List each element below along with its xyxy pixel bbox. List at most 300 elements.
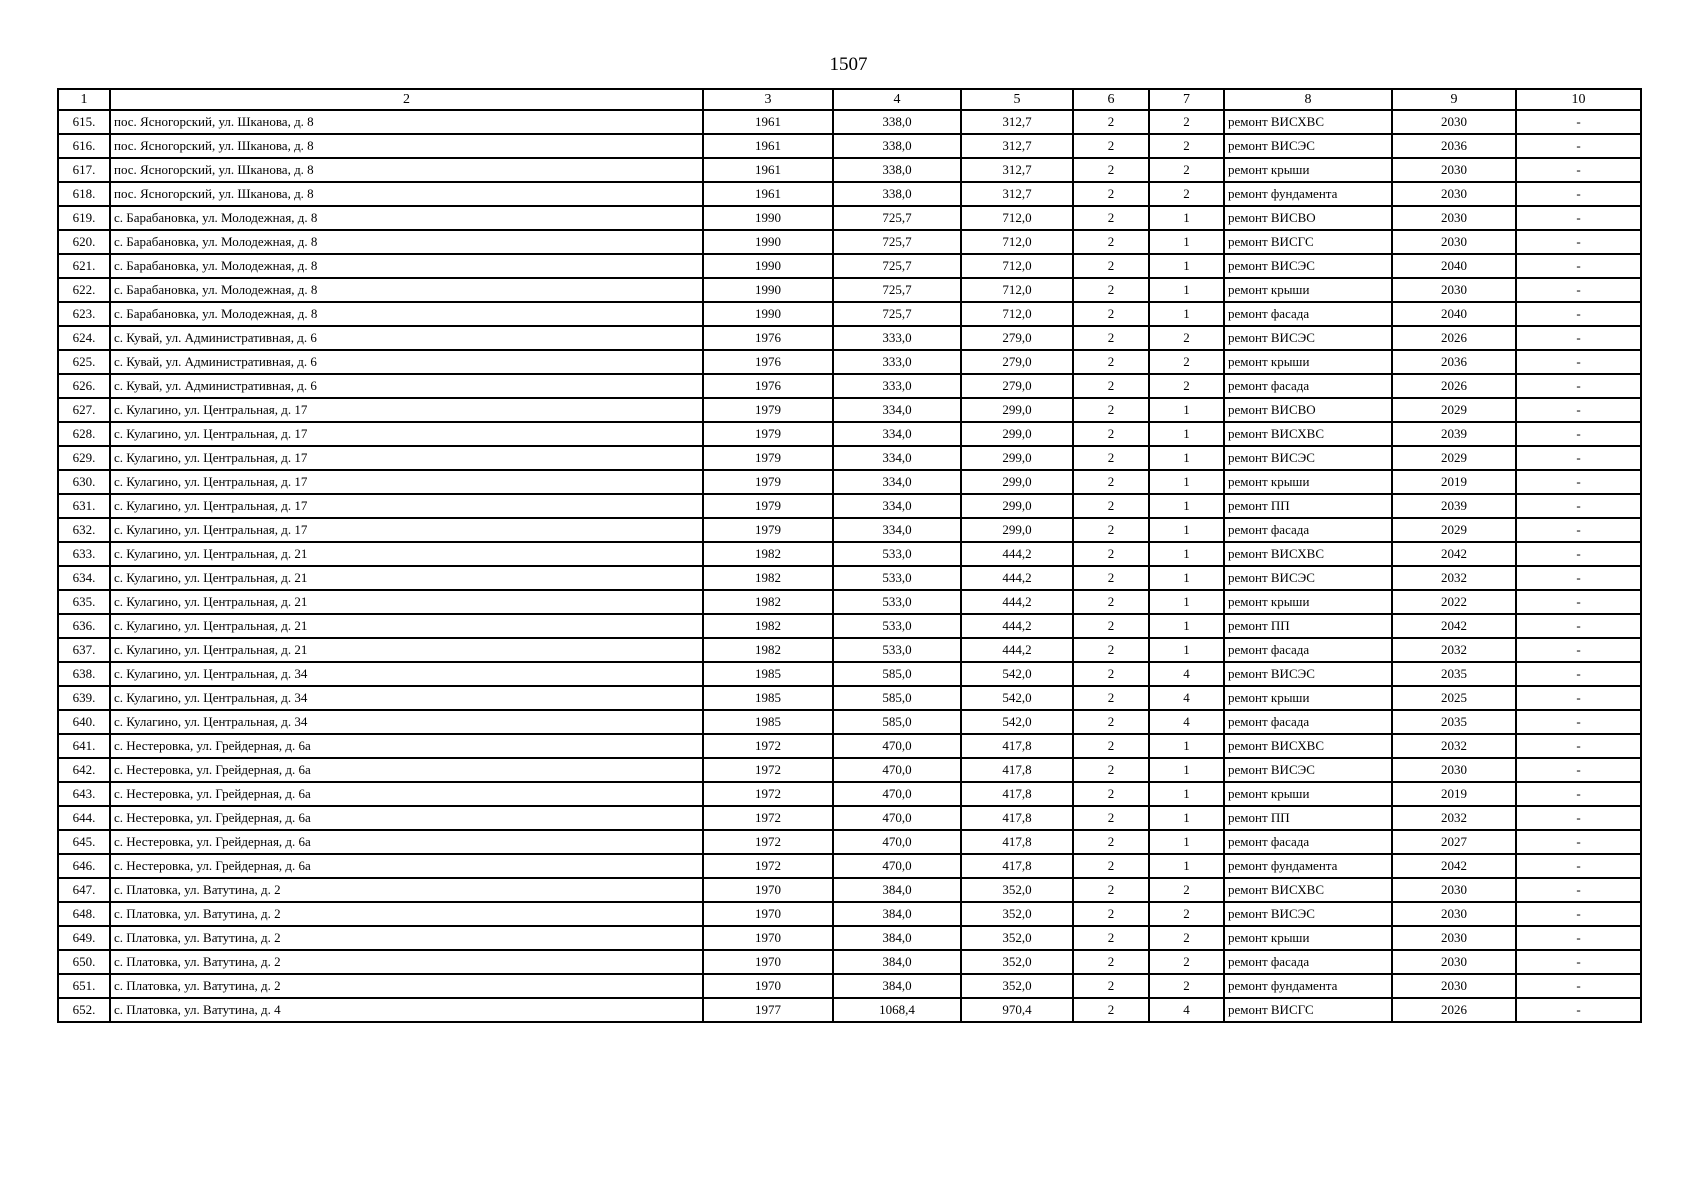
col6-cell: 2 bbox=[1073, 806, 1149, 830]
living-area-cell: 712,0 bbox=[961, 254, 1073, 278]
col10-cell: - bbox=[1516, 374, 1641, 398]
year-cell: 1961 bbox=[703, 110, 833, 134]
planned-year-cell: 2026 bbox=[1392, 326, 1516, 350]
table-row bbox=[58, 350, 1641, 374]
year-cell: 1972 bbox=[703, 806, 833, 830]
table-row bbox=[58, 230, 1641, 254]
year-cell: 1970 bbox=[703, 926, 833, 950]
year-cell: 1979 bbox=[703, 494, 833, 518]
total-area-cell: 470,0 bbox=[833, 830, 961, 854]
col6-cell: 2 bbox=[1073, 110, 1149, 134]
work-type-cell: ремонт ВИСГС bbox=[1224, 998, 1392, 1022]
col7-cell: 1 bbox=[1149, 542, 1224, 566]
living-area-cell: 299,0 bbox=[961, 470, 1073, 494]
year-cell: 1982 bbox=[703, 590, 833, 614]
total-area-cell: 585,0 bbox=[833, 686, 961, 710]
total-area-cell: 334,0 bbox=[833, 470, 961, 494]
col10-cell: - bbox=[1516, 638, 1641, 662]
row-number-cell: 620. bbox=[58, 230, 110, 254]
col10-cell: - bbox=[1516, 974, 1641, 998]
col10-cell: - bbox=[1516, 926, 1641, 950]
work-type-cell: ремонт крыши bbox=[1224, 470, 1392, 494]
col7-cell: 1 bbox=[1149, 398, 1224, 422]
planned-year-cell: 2032 bbox=[1392, 806, 1516, 830]
address-cell: пос. Ясногорский, ул. Шканова, д. 8 bbox=[110, 110, 703, 134]
col7-cell: 1 bbox=[1149, 422, 1224, 446]
year-cell: 1979 bbox=[703, 422, 833, 446]
total-area-cell: 470,0 bbox=[833, 854, 961, 878]
planned-year-cell: 2026 bbox=[1392, 374, 1516, 398]
col7-cell: 4 bbox=[1149, 686, 1224, 710]
address-cell: пос. Ясногорский, ул. Шканова, д. 8 bbox=[110, 158, 703, 182]
planned-year-cell: 2027 bbox=[1392, 830, 1516, 854]
total-area-cell: 334,0 bbox=[833, 398, 961, 422]
address-cell: с. Платовка, ул. Ватутина, д. 2 bbox=[110, 950, 703, 974]
col6-cell: 2 bbox=[1073, 782, 1149, 806]
work-type-cell: ремонт ВИСХВС bbox=[1224, 422, 1392, 446]
column-header-10: 10 bbox=[1516, 89, 1641, 110]
row-number-cell: 642. bbox=[58, 758, 110, 782]
living-area-cell: 299,0 bbox=[961, 446, 1073, 470]
col7-cell: 1 bbox=[1149, 278, 1224, 302]
work-type-cell: ремонт ВИСЭС bbox=[1224, 566, 1392, 590]
year-cell: 1982 bbox=[703, 542, 833, 566]
address-cell: с. Кулагино, ул. Центральная, д. 17 bbox=[110, 494, 703, 518]
col7-cell: 2 bbox=[1149, 926, 1224, 950]
living-area-cell: 542,0 bbox=[961, 710, 1073, 734]
table-row bbox=[58, 470, 1641, 494]
total-area-cell: 334,0 bbox=[833, 494, 961, 518]
work-type-cell: ремонт ВИСЭС bbox=[1224, 254, 1392, 278]
col10-cell: - bbox=[1516, 566, 1641, 590]
total-area-cell: 338,0 bbox=[833, 134, 961, 158]
year-cell: 1972 bbox=[703, 782, 833, 806]
table-row bbox=[58, 854, 1641, 878]
col7-cell: 4 bbox=[1149, 710, 1224, 734]
living-area-cell: 312,7 bbox=[961, 158, 1073, 182]
work-type-cell: ремонт крыши bbox=[1224, 158, 1392, 182]
row-number-cell: 652. bbox=[58, 998, 110, 1022]
table-row bbox=[58, 950, 1641, 974]
table-row bbox=[58, 662, 1641, 686]
year-cell: 1970 bbox=[703, 974, 833, 998]
col6-cell: 2 bbox=[1073, 638, 1149, 662]
row-number-cell: 640. bbox=[58, 710, 110, 734]
col7-cell: 1 bbox=[1149, 494, 1224, 518]
table-row bbox=[58, 830, 1641, 854]
total-area-cell: 533,0 bbox=[833, 566, 961, 590]
address-cell: с. Нестеровка, ул. Грейдерная, д. 6а bbox=[110, 782, 703, 806]
col6-cell: 2 bbox=[1073, 518, 1149, 542]
table-row bbox=[58, 398, 1641, 422]
living-area-cell: 312,7 bbox=[961, 182, 1073, 206]
col6-cell: 2 bbox=[1073, 158, 1149, 182]
total-area-cell: 334,0 bbox=[833, 422, 961, 446]
row-number-cell: 629. bbox=[58, 446, 110, 470]
planned-year-cell: 2035 bbox=[1392, 710, 1516, 734]
planned-year-cell: 2029 bbox=[1392, 446, 1516, 470]
table-row bbox=[58, 590, 1641, 614]
living-area-cell: 279,0 bbox=[961, 326, 1073, 350]
planned-year-cell: 2019 bbox=[1392, 470, 1516, 494]
total-area-cell: 338,0 bbox=[833, 182, 961, 206]
col7-cell: 1 bbox=[1149, 830, 1224, 854]
col7-cell: 2 bbox=[1149, 350, 1224, 374]
table-row bbox=[58, 758, 1641, 782]
living-area-cell: 444,2 bbox=[961, 542, 1073, 566]
col10-cell: - bbox=[1516, 854, 1641, 878]
living-area-cell: 312,7 bbox=[961, 110, 1073, 134]
living-area-cell: 312,7 bbox=[961, 134, 1073, 158]
table-row bbox=[58, 734, 1641, 758]
column-header-1: 1 bbox=[58, 89, 110, 110]
planned-year-cell: 2030 bbox=[1392, 878, 1516, 902]
col6-cell: 2 bbox=[1073, 254, 1149, 278]
row-number-cell: 617. bbox=[58, 158, 110, 182]
col6-cell: 2 bbox=[1073, 734, 1149, 758]
col7-cell: 1 bbox=[1149, 590, 1224, 614]
col10-cell: - bbox=[1516, 278, 1641, 302]
planned-year-cell: 2042 bbox=[1392, 854, 1516, 878]
row-number-cell: 650. bbox=[58, 950, 110, 974]
col7-cell: 4 bbox=[1149, 662, 1224, 686]
col7-cell: 2 bbox=[1149, 902, 1224, 926]
col10-cell: - bbox=[1516, 254, 1641, 278]
col10-cell: - bbox=[1516, 398, 1641, 422]
row-number-cell: 639. bbox=[58, 686, 110, 710]
col10-cell: - bbox=[1516, 422, 1641, 446]
year-cell: 1972 bbox=[703, 734, 833, 758]
total-area-cell: 725,7 bbox=[833, 230, 961, 254]
column-header-6: 6 bbox=[1073, 89, 1149, 110]
total-area-cell: 384,0 bbox=[833, 950, 961, 974]
living-area-cell: 417,8 bbox=[961, 734, 1073, 758]
row-number-cell: 637. bbox=[58, 638, 110, 662]
col10-cell: - bbox=[1516, 902, 1641, 926]
year-cell: 1961 bbox=[703, 158, 833, 182]
col6-cell: 2 bbox=[1073, 350, 1149, 374]
table-row bbox=[58, 494, 1641, 518]
work-type-cell: ремонт ВИСХВС bbox=[1224, 878, 1392, 902]
row-number-cell: 623. bbox=[58, 302, 110, 326]
col7-cell: 4 bbox=[1149, 998, 1224, 1022]
year-cell: 1979 bbox=[703, 470, 833, 494]
col10-cell: - bbox=[1516, 494, 1641, 518]
address-cell: с. Нестеровка, ул. Грейдерная, д. 6а bbox=[110, 854, 703, 878]
table-row bbox=[58, 446, 1641, 470]
address-cell: с. Кулагино, ул. Центральная, д. 34 bbox=[110, 710, 703, 734]
col10-cell: - bbox=[1516, 110, 1641, 134]
living-area-cell: 417,8 bbox=[961, 806, 1073, 830]
column-header-3: 3 bbox=[703, 89, 833, 110]
planned-year-cell: 2029 bbox=[1392, 398, 1516, 422]
col7-cell: 2 bbox=[1149, 134, 1224, 158]
year-cell: 1979 bbox=[703, 518, 833, 542]
planned-year-cell: 2030 bbox=[1392, 758, 1516, 782]
col6-cell: 2 bbox=[1073, 686, 1149, 710]
planned-year-cell: 2042 bbox=[1392, 614, 1516, 638]
total-area-cell: 725,7 bbox=[833, 206, 961, 230]
year-cell: 1979 bbox=[703, 398, 833, 422]
col6-cell: 2 bbox=[1073, 590, 1149, 614]
col10-cell: - bbox=[1516, 590, 1641, 614]
work-type-cell: ремонт крыши bbox=[1224, 278, 1392, 302]
col6-cell: 2 bbox=[1073, 134, 1149, 158]
address-cell: с. Кулагино, ул. Центральная, д. 17 bbox=[110, 446, 703, 470]
column-header-8: 8 bbox=[1224, 89, 1392, 110]
col6-cell: 2 bbox=[1073, 374, 1149, 398]
living-area-cell: 352,0 bbox=[961, 878, 1073, 902]
year-cell: 1961 bbox=[703, 134, 833, 158]
work-type-cell: ремонт фасада bbox=[1224, 374, 1392, 398]
column-header-9: 9 bbox=[1392, 89, 1516, 110]
row-number-cell: 649. bbox=[58, 926, 110, 950]
row-number-cell: 641. bbox=[58, 734, 110, 758]
col6-cell: 2 bbox=[1073, 278, 1149, 302]
col6-cell: 2 bbox=[1073, 926, 1149, 950]
planned-year-cell: 2030 bbox=[1392, 278, 1516, 302]
planned-year-cell: 2022 bbox=[1392, 590, 1516, 614]
planned-year-cell: 2025 bbox=[1392, 686, 1516, 710]
col10-cell: - bbox=[1516, 758, 1641, 782]
address-cell: с. Барабановка, ул. Молодежная, д. 8 bbox=[110, 206, 703, 230]
col7-cell: 2 bbox=[1149, 974, 1224, 998]
planned-year-cell: 2030 bbox=[1392, 206, 1516, 230]
col10-cell: - bbox=[1516, 734, 1641, 758]
address-cell: с. Кулагино, ул. Центральная, д. 34 bbox=[110, 662, 703, 686]
total-area-cell: 333,0 bbox=[833, 350, 961, 374]
col10-cell: - bbox=[1516, 206, 1641, 230]
row-number-cell: 621. bbox=[58, 254, 110, 278]
address-cell: с. Кувай, ул. Административная, д. 6 bbox=[110, 350, 703, 374]
column-header-4: 4 bbox=[833, 89, 961, 110]
col7-cell: 1 bbox=[1149, 566, 1224, 590]
total-area-cell: 585,0 bbox=[833, 662, 961, 686]
total-area-cell: 725,7 bbox=[833, 254, 961, 278]
col6-cell: 2 bbox=[1073, 854, 1149, 878]
living-area-cell: 444,2 bbox=[961, 590, 1073, 614]
year-cell: 1976 bbox=[703, 326, 833, 350]
year-cell: 1985 bbox=[703, 710, 833, 734]
planned-year-cell: 2042 bbox=[1392, 542, 1516, 566]
total-area-cell: 384,0 bbox=[833, 902, 961, 926]
row-number-cell: 632. bbox=[58, 518, 110, 542]
col10-cell: - bbox=[1516, 518, 1641, 542]
row-number-cell: 624. bbox=[58, 326, 110, 350]
address-cell: с. Платовка, ул. Ватутина, д. 4 bbox=[110, 998, 703, 1022]
col6-cell: 2 bbox=[1073, 470, 1149, 494]
total-area-cell: 384,0 bbox=[833, 926, 961, 950]
col10-cell: - bbox=[1516, 542, 1641, 566]
table-row bbox=[58, 782, 1641, 806]
total-area-cell: 384,0 bbox=[833, 974, 961, 998]
address-cell: с. Платовка, ул. Ватутина, д. 2 bbox=[110, 878, 703, 902]
row-number-cell: 625. bbox=[58, 350, 110, 374]
table-row bbox=[58, 710, 1641, 734]
page-number: 1507 bbox=[829, 54, 868, 75]
col10-cell: - bbox=[1516, 614, 1641, 638]
col6-cell: 2 bbox=[1073, 542, 1149, 566]
col7-cell: 2 bbox=[1149, 182, 1224, 206]
total-area-cell: 334,0 bbox=[833, 518, 961, 542]
col7-cell: 1 bbox=[1149, 614, 1224, 638]
planned-year-cell: 2035 bbox=[1392, 662, 1516, 686]
work-type-cell: ремонт ПП bbox=[1224, 494, 1392, 518]
table-row bbox=[58, 422, 1641, 446]
living-area-cell: 279,0 bbox=[961, 374, 1073, 398]
planned-year-cell: 2029 bbox=[1392, 518, 1516, 542]
row-number-cell: 635. bbox=[58, 590, 110, 614]
col10-cell: - bbox=[1516, 998, 1641, 1022]
address-cell: с. Кулагино, ул. Центральная, д. 34 bbox=[110, 686, 703, 710]
table-row bbox=[58, 878, 1641, 902]
col10-cell: - bbox=[1516, 182, 1641, 206]
table-row bbox=[58, 566, 1641, 590]
total-area-cell: 533,0 bbox=[833, 614, 961, 638]
living-area-cell: 299,0 bbox=[961, 518, 1073, 542]
col6-cell: 2 bbox=[1073, 446, 1149, 470]
table-body bbox=[58, 110, 1641, 1022]
living-area-cell: 417,8 bbox=[961, 758, 1073, 782]
table-row bbox=[58, 926, 1641, 950]
year-cell: 1982 bbox=[703, 614, 833, 638]
col6-cell: 2 bbox=[1073, 998, 1149, 1022]
table-row bbox=[58, 902, 1641, 926]
col6-cell: 2 bbox=[1073, 974, 1149, 998]
col10-cell: - bbox=[1516, 830, 1641, 854]
work-type-cell: ремонт ВИСВО bbox=[1224, 398, 1392, 422]
row-number-cell: 648. bbox=[58, 902, 110, 926]
planned-year-cell: 2030 bbox=[1392, 182, 1516, 206]
col10-cell: - bbox=[1516, 230, 1641, 254]
col7-cell: 1 bbox=[1149, 806, 1224, 830]
row-number-cell: 619. bbox=[58, 206, 110, 230]
total-area-cell: 338,0 bbox=[833, 158, 961, 182]
repair-schedule-table bbox=[57, 88, 1642, 1023]
planned-year-cell: 2036 bbox=[1392, 350, 1516, 374]
work-type-cell: ремонт крыши bbox=[1224, 350, 1392, 374]
col6-cell: 2 bbox=[1073, 614, 1149, 638]
table-row bbox=[58, 206, 1641, 230]
row-number-cell: 630. bbox=[58, 470, 110, 494]
planned-year-cell: 2039 bbox=[1392, 494, 1516, 518]
year-cell: 1972 bbox=[703, 854, 833, 878]
year-cell: 1985 bbox=[703, 662, 833, 686]
address-cell: с. Кувай, ул. Административная, д. 6 bbox=[110, 326, 703, 350]
address-cell: с. Кувай, ул. Административная, д. 6 bbox=[110, 374, 703, 398]
col6-cell: 2 bbox=[1073, 902, 1149, 926]
column-header-7: 7 bbox=[1149, 89, 1224, 110]
work-type-cell: ремонт фасада bbox=[1224, 638, 1392, 662]
address-cell: с. Кулагино, ул. Центральная, д. 21 bbox=[110, 542, 703, 566]
planned-year-cell: 2032 bbox=[1392, 638, 1516, 662]
col7-cell: 2 bbox=[1149, 878, 1224, 902]
row-number-cell: 628. bbox=[58, 422, 110, 446]
year-cell: 1990 bbox=[703, 254, 833, 278]
total-area-cell: 470,0 bbox=[833, 758, 961, 782]
year-cell: 1990 bbox=[703, 206, 833, 230]
year-cell: 1990 bbox=[703, 278, 833, 302]
col10-cell: - bbox=[1516, 302, 1641, 326]
planned-year-cell: 2026 bbox=[1392, 998, 1516, 1022]
address-cell: с. Барабановка, ул. Молодежная, д. 8 bbox=[110, 278, 703, 302]
address-cell: с. Нестеровка, ул. Грейдерная, д. 6а bbox=[110, 830, 703, 854]
planned-year-cell: 2030 bbox=[1392, 158, 1516, 182]
table-row bbox=[58, 614, 1641, 638]
year-cell: 1979 bbox=[703, 446, 833, 470]
col10-cell: - bbox=[1516, 686, 1641, 710]
table-row bbox=[58, 158, 1641, 182]
col7-cell: 1 bbox=[1149, 854, 1224, 878]
total-area-cell: 338,0 bbox=[833, 110, 961, 134]
col7-cell: 1 bbox=[1149, 518, 1224, 542]
living-area-cell: 444,2 bbox=[961, 638, 1073, 662]
col6-cell: 2 bbox=[1073, 494, 1149, 518]
col7-cell: 1 bbox=[1149, 638, 1224, 662]
col10-cell: - bbox=[1516, 134, 1641, 158]
table-row bbox=[58, 110, 1641, 134]
living-area-cell: 444,2 bbox=[961, 614, 1073, 638]
col6-cell: 2 bbox=[1073, 422, 1149, 446]
row-number-cell: 633. bbox=[58, 542, 110, 566]
planned-year-cell: 2030 bbox=[1392, 110, 1516, 134]
year-cell: 1976 bbox=[703, 350, 833, 374]
planned-year-cell: 2030 bbox=[1392, 926, 1516, 950]
planned-year-cell: 2032 bbox=[1392, 734, 1516, 758]
table-row bbox=[58, 254, 1641, 278]
col7-cell: 1 bbox=[1149, 230, 1224, 254]
col7-cell: 2 bbox=[1149, 110, 1224, 134]
address-cell: с. Кулагино, ул. Центральная, д. 21 bbox=[110, 614, 703, 638]
total-area-cell: 333,0 bbox=[833, 374, 961, 398]
col7-cell: 1 bbox=[1149, 734, 1224, 758]
address-cell: с. Нестеровка, ул. Грейдерная, д. 6а bbox=[110, 758, 703, 782]
col7-cell: 1 bbox=[1149, 470, 1224, 494]
year-cell: 1990 bbox=[703, 302, 833, 326]
planned-year-cell: 2040 bbox=[1392, 254, 1516, 278]
planned-year-cell: 2039 bbox=[1392, 422, 1516, 446]
col7-cell: 1 bbox=[1149, 782, 1224, 806]
col10-cell: - bbox=[1516, 158, 1641, 182]
total-area-cell: 334,0 bbox=[833, 446, 961, 470]
work-type-cell: ремонт ПП bbox=[1224, 806, 1392, 830]
table-row bbox=[58, 278, 1641, 302]
col10-cell: - bbox=[1516, 806, 1641, 830]
planned-year-cell: 2036 bbox=[1392, 134, 1516, 158]
planned-year-cell: 2032 bbox=[1392, 566, 1516, 590]
total-area-cell: 333,0 bbox=[833, 326, 961, 350]
col6-cell: 2 bbox=[1073, 206, 1149, 230]
table-row bbox=[58, 638, 1641, 662]
row-number-cell: 618. bbox=[58, 182, 110, 206]
col6-cell: 2 bbox=[1073, 830, 1149, 854]
living-area-cell: 299,0 bbox=[961, 422, 1073, 446]
work-type-cell: ремонт фасада bbox=[1224, 518, 1392, 542]
work-type-cell: ремонт ВИСЭС bbox=[1224, 758, 1392, 782]
address-cell: с. Платовка, ул. Ватутина, д. 2 bbox=[110, 974, 703, 998]
col7-cell: 1 bbox=[1149, 758, 1224, 782]
row-number-cell: 638. bbox=[58, 662, 110, 686]
table-row bbox=[58, 998, 1641, 1022]
col10-cell: - bbox=[1516, 470, 1641, 494]
planned-year-cell: 2040 bbox=[1392, 302, 1516, 326]
col6-cell: 2 bbox=[1073, 662, 1149, 686]
work-type-cell: ремонт ВИСЭС bbox=[1224, 902, 1392, 926]
total-area-cell: 533,0 bbox=[833, 590, 961, 614]
address-cell: с. Барабановка, ул. Молодежная, д. 8 bbox=[110, 302, 703, 326]
row-number-cell: 636. bbox=[58, 614, 110, 638]
col7-cell: 1 bbox=[1149, 206, 1224, 230]
